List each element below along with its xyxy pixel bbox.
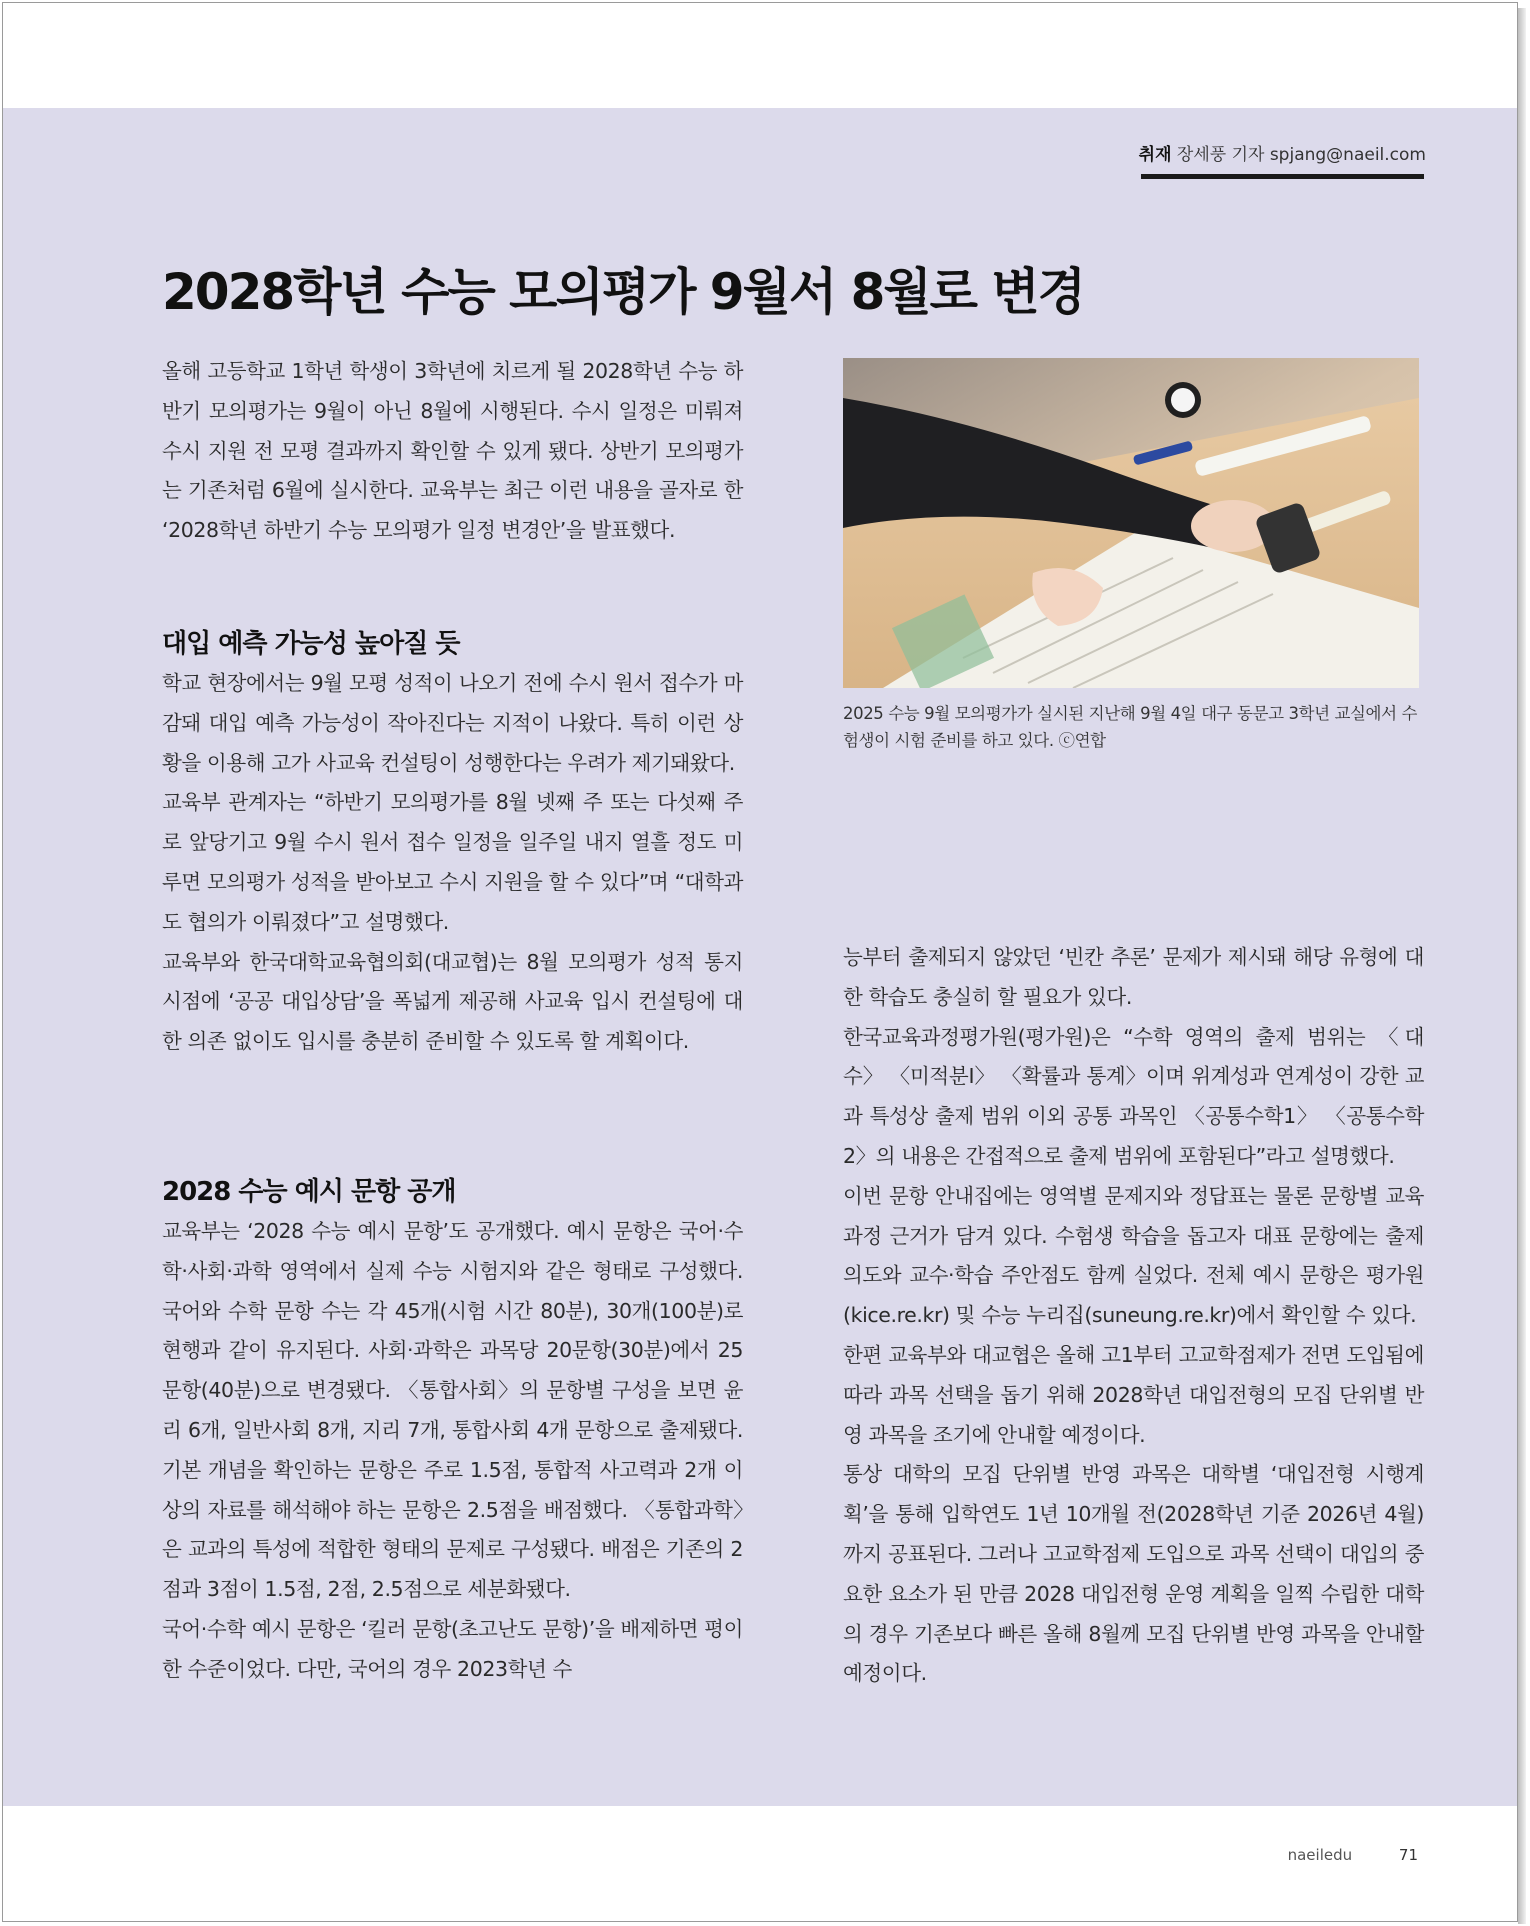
- byline: [1139, 140, 1426, 165]
- section-2-paragraph-1: 교육부는 ‘2028 수능 예시 문항’도 공개했다. 예시 문항은 국어·수학·사회·과학 영역에서 실제 수능 시험지와 같은 형태로 구성했다. 국어와 수학 문항 수는 각 45개(시험 시간 80분), 30개(100분)로 현행과 같이 유지된다. 사회·과학은 과목당 20문항(30분)에서 25문항(40분)으로 변경됐다. 〈통합사회〉의 문항별 구성을 보면 윤리 6개, 일반사회 8개, 지리 7개, 통합사회 4개 문항으로 출제됐다. 기본 개념을 확인하는 문항은 주로 1.5점, 통합적 사고력과 2개 이상의 자료를 해석해야 하는 문항은 2.5점을 배점했다. 〈통합과학〉은 교과의 특성에 적합한 형태의 문제로 구성됐다. 배점은 기존의 2점과 3점이 1.5점, 2점, 2.5점으로 세분화됐다.: [162, 1219, 743, 1602]
- page-footer: [1288, 1846, 1418, 1864]
- photo-caption: 2025 수능 9월 모의평가가 실시된 지난해 9월 4일 대구 동문고 3학년 교실에서 수험생이 시험 준비를 하고 있다. ⓒ연합: [843, 704, 1418, 750]
- section-1: [162, 624, 743, 1062]
- section-2-heading: 2028 수능 예시 문항 공개: [162, 1177, 456, 1207]
- exam-desk-illustration: [843, 358, 1419, 688]
- page-edge-shadow: [1518, 8, 1526, 1924]
- section-1-paragraph-1: 학교 현장에서는 9월 모평 성적이 나오기 전에 수시 원서 접수가 마감돼 대입 예측 가능성이 작아진다는 지적이 나왔다. 특히 이런 상황을 이용해 고가 사교육 컨설팅이 성행한다는 우려가 제기돼왔다.: [162, 671, 743, 775]
- article-photo: [843, 358, 1419, 688]
- page-number: 71: [1398, 1846, 1418, 1864]
- byline-label: 취재: [1138, 145, 1172, 165]
- section-1-heading: 대입 예측 가능성 높아질 듯: [162, 629, 460, 659]
- right-paragraph-5: 통상 대학의 모집 단위별 반영 과목은 대학별 ‘대입전형 시행계획’을 통해 입학연도 1년 10개월 전(2028학년 기준 2026년 4월)까지 공표된다. 그러나 고교학점제 도입으로 과목 선택이 대입의 중요한 요소가 된 만큼 2028 대입전형 운영 계획을 일찍 수립한 대학의 경우 기존보다 빠른 올해 8월께 모집 단위별 반영 과목을 안내할 예정이다.: [843, 1462, 1424, 1686]
- byline-author: 장세풍 기자 spjang@naeil.com: [1176, 145, 1426, 165]
- section-1-paragraph-2: 교육부 관계자는 “하반기 모의평가를 8월 넷째 주 또는 다섯째 주로 앞당기고 9월 수시 원서 접수 일정을 일주일 내지 열흘 정도 미루면 모의평가 성적을 받아보고 수시 지원을 할 수 있다”며 “대학과도 협의가 이뤄졌다”고 설명했다.: [162, 790, 743, 934]
- section-2: [162, 1172, 743, 1690]
- article-title: 2028학년 수능 모의평가 9월서 8월로 변경: [162, 263, 1084, 321]
- section-1-paragraph-3: 교육부와 한국대학교육협의회(대교협)는 8월 모의평가 성적 통지 시점에 ‘공공 대입상담’을 폭넓게 제공해 사교육 입시 컨설팅에 대한 의존 없이도 입시를 충분히 준비할 수 있도록 할 계획이다.: [162, 949, 743, 1054]
- intro-paragraph: 올해 고등학교 1학년 학생이 3학년에 치르게 될 2028학년 수능 하반기 모의평가는 9월이 아닌 8월에 시행된다. 수시 일정은 미뤄져 수시 지원 전 모평 결과까지 확인할 수 있게 됐다. 상반기 모의평가는 기존처럼 6월에 실시한다. 교육부는 최근 이런 내용을 골자로 한 ‘2028학년 하반기 수능 모의평가 일정 변경안’을 발표했다.: [162, 359, 743, 543]
- right-paragraph-2: 한국교육과정평가원(평가원)은 “수학 영역의 출제 범위는 〈대수〉 〈미적분Ⅰ〉 〈확률과 통계〉이며 위계성과 연계성이 강한 교과 특성상 출제 범위 이외 공통 과목인 〈공통수학1〉 〈공통수학2〉의 내용은 간접적으로 출제 범위에 포함된다”라고 설명했다.: [843, 1024, 1424, 1168]
- magazine-name: naeiledu: [1287, 1846, 1353, 1864]
- section-2-paragraph-2: 국어·수학 예시 문항은 ‘킬러 문항(초고난도 문항)’을 배제하면 평이한 수준이었다. 다만, 국어의 경우 2023학년 수: [162, 1616, 743, 1681]
- intro-column: [162, 352, 743, 551]
- right-paragraph-1: 능부터 출제되지 않았던 ‘빈칸 추론’ 문제가 제시돼 해당 유형에 대한 학습도 충실히 할 필요가 있다.: [843, 945, 1424, 1009]
- right-column: [843, 938, 1424, 1694]
- right-paragraph-4: 한편 교육부와 대교협은 올해 고1부터 고교학점제가 전면 도입됨에 따라 과목 선택을 돕기 위해 2028학년 대입전형의 모집 단위별 반영 과목을 조기에 안내할 예정이다.: [843, 1342, 1424, 1447]
- right-paragraph-3: 이번 문항 안내집에는 영역별 문제지와 정답표는 물론 문항별 교육과정 근거가 담겨 있다. 수험생 학습을 돕고자 대표 문항에는 출제 의도와 교수·학습 주안점도 함께 실었다. 전체 예시 문항은 평가원(kice.re.kr) 및 수능 누리집(suneung.re.kr)에서 확인할 수 있다.: [843, 1183, 1424, 1328]
- byline-rule: [1141, 174, 1424, 179]
